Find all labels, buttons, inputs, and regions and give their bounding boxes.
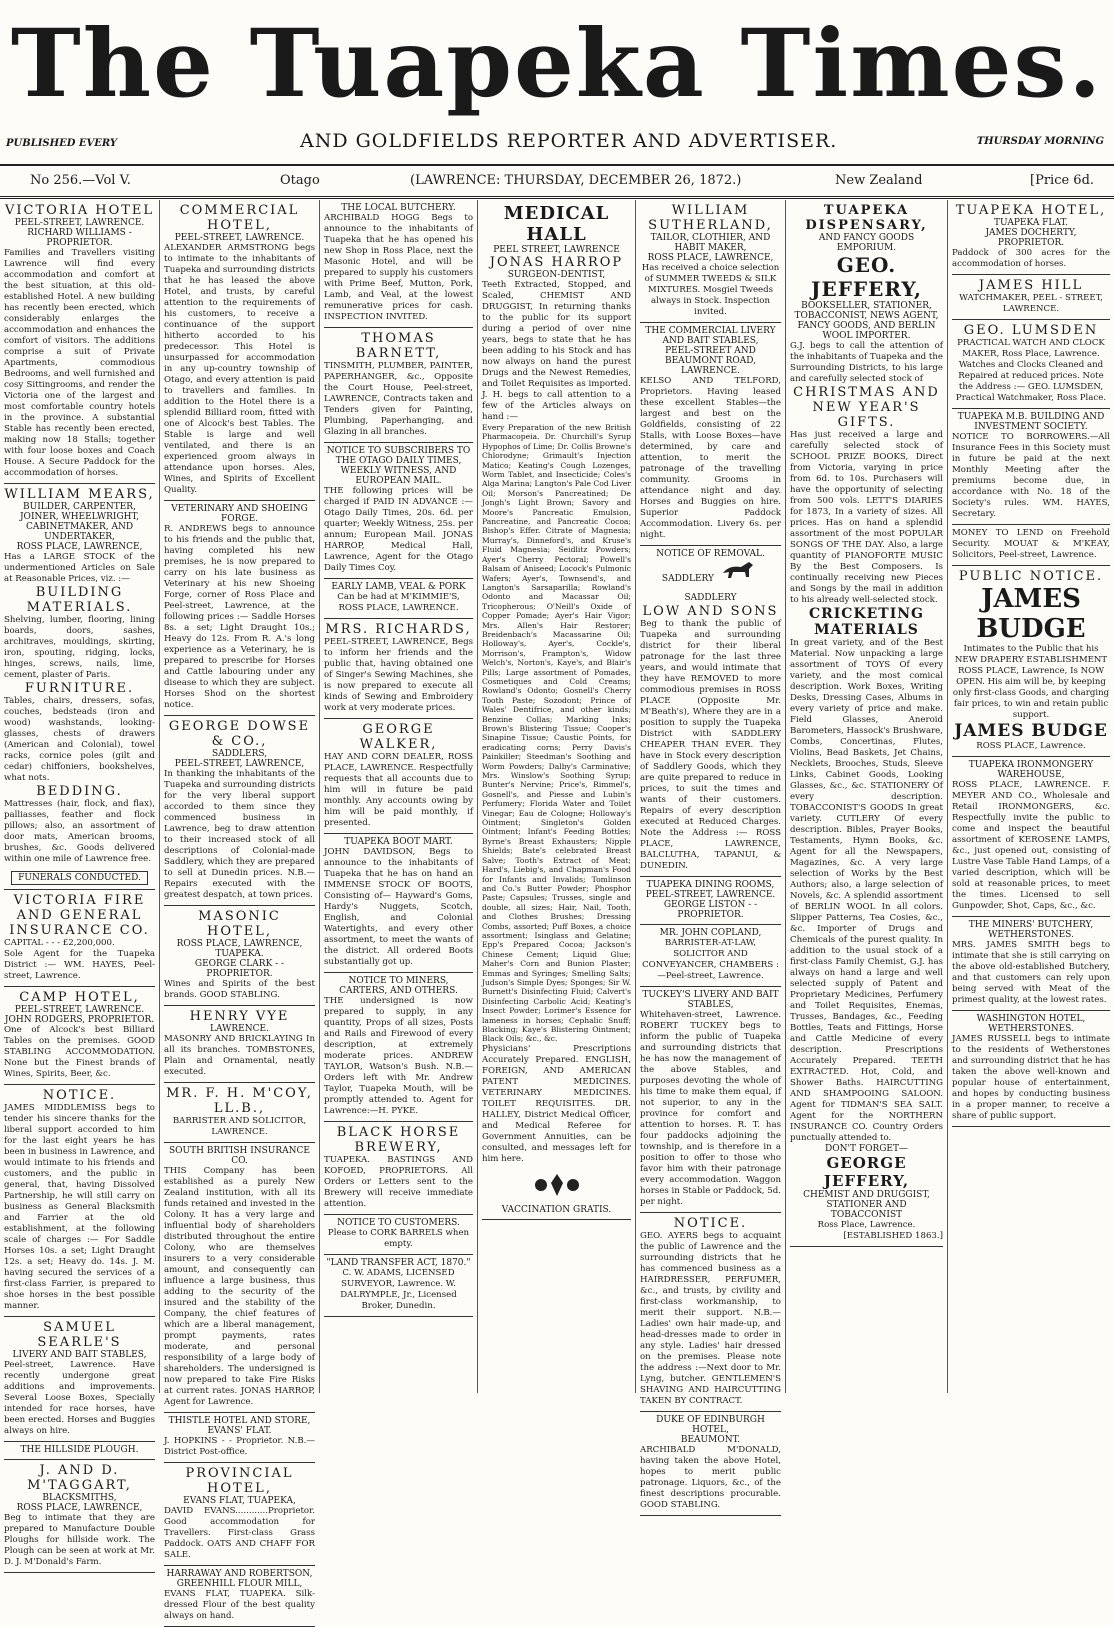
ad-name: GEORGE JEFFERY, — [823, 1154, 910, 1190]
ad-title: THISTLE HOTEL AND STORE, — [168, 1416, 311, 1426]
black-horse-brewery-ad — [324, 1122, 473, 1215]
ad-title: DUKE OF EDINBURGH HOTEL, — [656, 1415, 765, 1435]
ad-title: J. AND D. M'TAGGART, — [27, 1463, 132, 1493]
column-3 — [320, 200, 478, 1393]
ad-body: Can be had at M'KIMMIE'S, ROSS PLACE, LAWRENCE. — [337, 592, 460, 613]
ad-subtitle: LIVERY AND BAIT STABLES, — [12, 1350, 147, 1360]
ad-body: WATCHMAKER, PEEL - STREET, LAWRENCE. — [959, 293, 1103, 314]
ad-subtitle: PEEL-STREET, LAWRENCE. — [645, 890, 776, 900]
section-heading: BEDDING. — [36, 784, 123, 799]
camp-hotel-ad — [4, 987, 155, 1085]
ad-address: PEEL-STREET, LAWRENCE, — [174, 759, 305, 769]
ad-title: NOTICE. — [42, 1088, 117, 1103]
ad-title: GEO. LUMSDEN — [963, 323, 1099, 338]
ad-title: THOMAS BARNETT, — [355, 331, 442, 361]
tuapeka-hotel-ad — [952, 200, 1110, 275]
ad-name: JAMES BUDGE — [954, 721, 1108, 741]
james-hill-ad — [952, 275, 1110, 320]
ad-body: In thanking the inhabitants of the Tuapeka and surrounding districts for the very liberal support accorded to them since they commenced business in Lawrence, beg to draw attention to their increased stock of all descriptions of Colonial-made Saddlery, which they are prepared to sell at Dunedin prices. N.B.—Repairs executed with the greatest despatch, at town prices. — [164, 769, 315, 900]
newspaper-title: The Tuapeka Times. — [10, 9, 1104, 119]
ad-body: Has just received a large and carefully selected stock of SCHOOL PRIZE BOOKS, Direct from Victoria, varying in price from 6d. to 10s. Purchasers will have the opportunity of selecting from 500 vols. LETT'S DIARIES for 1873, In a variety of sizes. All prices. Has on hand a splendid assortment of the most POPULAR SONGS OF THE DAY. Also, a large quantity of PIANOFORTE MUSIC By the Best Composers. Is continually receiving new Pieces and Songs by the mail in addition to his already well-selected stock. — [790, 430, 943, 605]
subtitle-bar — [0, 128, 1114, 158]
cricket-heading: CRICKETING MATERIALS — [808, 606, 925, 638]
ad-title: VETERINARY AND SHOEING FORGE. — [171, 504, 308, 524]
ad-body: Has a LARGE STOCK of the undermentioned Articles on Sale at Reasonable Prices, viz. :— — [4, 552, 155, 584]
country: New Zealand — [835, 173, 923, 188]
ad-name: JAMES BUDGE — [976, 584, 1086, 644]
ad-title: TUAPEKA HOTEL, — [955, 203, 1107, 218]
george-walker-ad — [324, 719, 473, 834]
early-lamb-ad — [324, 579, 473, 619]
ad-subtitle: BUILDER, CARPENTER, JOINER, WHEELWRIGHT, CABINETMAKER, AND UNDERTAKER, — [19, 502, 140, 542]
ad-body: BARRISTER AND SOLICITOR, LAWRENCE. — [172, 1116, 307, 1137]
barnett-ad — [324, 328, 473, 443]
middlemiss-notice — [4, 1085, 155, 1317]
customers-notice-ad — [324, 1215, 473, 1255]
ad-body: Families and Travellers visiting Lawrence will find every accommodation and comfort at the best situation, at this old-established Hotel. A new building has recently been erected, which considerably enlarges the accommodation and enhances the comfort of visitors. The additions comprise a suit of Private Apartments, commodious Bedrooms, and well furnished and cosy Sittingrooms, and render the Victoria one of the largest and most comfortable country hotels in the province. A substantial Stable has recently been erected, making now 18 Stalls; together with four loose boxes and Coach House. A Secure Paddock for the accommodation of horses. — [4, 248, 155, 478]
ad-title: VICTORIA HOTEL — [4, 203, 155, 218]
column-4 — [478, 200, 636, 1393]
publication-day: THURSDAY MORNING — [976, 136, 1104, 147]
ad-subtitle: AND FANCY GOODS EMPORIUM. — [818, 233, 915, 253]
dont-forget: DON'T FORGET— — [825, 1144, 908, 1154]
ad-address: ROSS PLACE, LAWRENCE, — [16, 1503, 143, 1513]
ad-title: NOTICE. — [673, 1216, 748, 1231]
miners-notice-ad — [324, 973, 473, 1122]
ad-body: GEO. AYERS begs to acquaint the public of Lawrence and the surrounding districts that he has commenced business as a HAIRDRESSER, PERFUMER, &c., and trusts, by civility and first-class workmanship, to merit their support. N.B.—Ladies' own hair made-up, and head-dresses made to order in any style. Ladies' hair dressed on the premises. Please note the address :—Next door to Mr. Lyng, butcher. GENTLEMEN'S SHAVING AND HAIRCUTTING TAKEN BY CONTRACT. — [640, 1231, 781, 1406]
ad-body: KELSO AND TELFORD, Proprietors. Having leased these excellent Stables—the largest and best on the Goldfields, consisting of 22 Stalls, with Loose Boxes—have determined, by care and attention, to merit the patronage of the travelling community. Grooms in attendance night and day. Horses and Buggies on hire. Superior Paddock Accommodation. Livery 6s. per night. — [640, 376, 781, 540]
ad-subtitle: TAILOR, CLOTHIER, AND HABIT MAKER, — [650, 233, 771, 253]
ad-body: One of Alcock's best Billiard Tables on the premises. GOOD STABLING ACCOMMODATION. None but the Finest brands of Wines, Spirits, Beer, &c. — [4, 1025, 155, 1079]
ad-title: GEORGE DOWSE & CO., — [168, 719, 311, 749]
henry-vye-ad — [164, 1006, 315, 1083]
ad-title: NOTICE OF REMOVAL. — [656, 549, 765, 559]
ad-name: LOW AND SONS — [642, 604, 779, 619]
ad-body: ARCHIBALD HOGG Begs to announce to the inhabitants of Tuapeka that he has opened his new Shop in Ross Place, next the Masonic Hotel, and will be prepared to supply his customers with Prime Beef, Mutton, Pork, Lamb, and Veal, at the lowest remunerative prices for cash. INSPECTION INVITED. — [324, 213, 473, 322]
ad-roles: CHEMIST AND DRUGGIST, STATIONER AND TOBACCONIST — [803, 1190, 930, 1220]
section-heading: FURNITURE. — [24, 681, 135, 696]
ad-title: PROVINCIAL HOTEL, — [185, 1466, 294, 1496]
ad-title: NOTICE TO CUSTOMERS. — [337, 1218, 460, 1228]
subtitle: AND GOLDFIELDS REPORTER AND ADVERTISER. — [300, 130, 838, 152]
hillside-plough-ad — [4, 1442, 155, 1460]
ad-title: TUAPEKA DISPENSARY, — [805, 203, 928, 233]
removal-notice-ad — [640, 546, 781, 877]
tuapeka-dispensary-ad — [790, 200, 943, 1247]
ad-body: Intimates to the Public that his NEW DRAPERY ESTABLISHMENT ROSS PLACE, Lawrence, Is NOW OPEN. His aim will be, by keeping only first-class Goods, and charging fair prices, to win and retain public support. — [952, 644, 1110, 720]
victoria-insurance-ad — [4, 890, 155, 987]
christmas-heading: CHRISTMAS AND NEW YEAR'S GIFTS. — [793, 385, 940, 430]
established: [ESTABLISHED 1863.] — [843, 1231, 943, 1241]
ad-title: WILLIAM SUTHERLAND, — [648, 203, 773, 233]
ad-subtitle: WETHERSTONES. — [988, 1024, 1074, 1034]
column-7 — [948, 200, 1114, 1393]
ad-title: CAMP HOTEL, — [19, 990, 140, 1005]
ad-body: Sole Agent for the Tuapeka District :— WM. HAYES, Peel-street, Lawrence. — [4, 949, 155, 981]
ad-body: C. W. ADAMS, LICENSED SURVEYOR, Lawrence. W. DALRYMPLE, Jr., Licensed Broker, Dunedin. — [340, 1268, 457, 1311]
ad-body: ARCHIBALD M'DONALD, having taken the above Hotel, hopes to merit public patronage. Liquors, &c., of the finest descriptions procurable. GOOD STABLING. — [640, 1445, 781, 1510]
issue-date: (LAWRENCE: THURSDAY, DECEMBER 26, 1872.) — [410, 173, 742, 188]
william-mears-ad — [4, 484, 155, 890]
ad-proprietor: JOHN RODGERS, PROPRIETOR. — [4, 1015, 155, 1025]
ad-title: NOTICE TO SUBSCRIBERS TO THE OTAGO DAILY TIMES, WEEKLY WITNESS, AND EUROPEAN MAIL. — [326, 446, 471, 486]
ad-subtitle: EVANS FLAT, TUAPEKA, — [183, 1496, 296, 1506]
ad-body: Teeth Extracted, Stopped, and Scaled, CHEMIST AND DRUGGIST, In returning thanks to the public for its support during a period of over nine years, begs to state that he has been adding to his Stock and has now always on hand the purest Drugs and the Newest Remedies, and Toilet Requisites as imported. J. H. begs to call attention to a few of the Articles always on hand :— — [482, 280, 631, 422]
ad-body: THE following prices will be charged if PAID IN ADVANCE :— Otago Daily Times, 20s. 6d. per quarter; Weekly Witness, 25s. per annum; European Mail. JONAS HARROP, Medical Hall, Lawrence, Agent for the Otago Daily Times Coy. — [324, 486, 473, 573]
ad-proprietor: RICHARD WILLIAMS - PROPRIETOR. — [27, 228, 132, 248]
ad-body: HAY AND CORN DEALER, ROSS PLACE, LAWRENCE. Respectfully requests that all accounts due to him will in future be paid monthly. Any accounts owing by him will be paid monthly, if presented. — [324, 752, 473, 828]
column-2 — [160, 200, 320, 1621]
horse-icon — [719, 559, 759, 581]
section-body: Mattresses (hair, flock, and flax), palliasses, feather and flock pillows; also, an assortment of door mats, American brooms, brushes, &c. Goods delivered within one mile of Lawrence free. — [4, 799, 155, 864]
ad-title: MASONIC HOTEL, — [198, 909, 281, 939]
ad-body: Peel-street, Lawrence. Have recently undergone great additions and improvements. Several Loose Boxes, Specially intended for race horses, have been erected. Horses and Buggies always on hire. — [4, 1360, 155, 1436]
ad-subtitle: WETHERSTONES. — [988, 930, 1074, 940]
ad-role: SURGEON-DENTIST, — [507, 270, 606, 280]
ad-body: Whitehaven-street, Lawrence. ROBERT TUCKEY begs to inform the public of Tuapeka and surrounding districts that he has now the management of the above Stables, and purposes devoting the whole of his time to make them equal, if not superior, to any in the province for comfort and attention to horses. R. T. has four paddocks adjoining the township, and is therefore in a position to offer to those who favor him with their patronage every accommodation. Waggon horses in Stable or Paddock, 5d. per night. — [640, 1010, 781, 1207]
ad-title: HARRAWAY AND ROBERTSON, — [166, 1569, 313, 1579]
washington-hotel-ad — [952, 1011, 1110, 1127]
ad-subtitle: PEEL-STREET AND BEAUMONT ROAD, LAWRENCE. — [664, 346, 756, 376]
saddlery-label: SADDLERY — [661, 574, 714, 584]
ad-body: BARRISTER-AT-LAW, SOLICITOR AND CONVEYANCER, CHAMBERS :—Peel-street, Lawrence. — [642, 938, 779, 981]
ad-body: Paddock of 300 acres for the accommodation of horses. — [952, 248, 1110, 269]
medical-hall-ad — [482, 200, 631, 1220]
ad-title: TUAPEKA IRONMONGERY WAREHOUSE, — [968, 760, 1094, 780]
ad-title: BLACK HORSE BREWERY, — [336, 1125, 461, 1155]
section-body: Shelving, lumber, flooring, lining boards, doors, sashes, architraves, mouldings, skirting, iron, spouting, ridging, locks, hinges, screws, nails, lime, cement, plaster of Paris. — [4, 615, 155, 680]
issue-number: No 256.—Vol V. — [30, 173, 131, 188]
ad-title: JAMES HILL — [978, 278, 1084, 293]
ad-list: Every Preparation of the new British Pharmacopeia. Dr. Churchill's Syrup Hypophos of Lime; Dr. Collis Browne's Chlorodyne; Grimault's Injection Matico; Keating's Cough Lozenges, Worm Tablet, and Insecticide; Coles's Alga Marina; Langton's Pale Cod Liver Oil; Morson's Pancreatined; De Jongh's Light Brown; Savory and Moore's Pancreatic Emulsion, Pancreatine, and Pancreatic Cocoa; Bishop's Effer. Citrate of Magnesia; Murray's, Dinneford's, and Kruse's Fluid Magnesia; Seidlitz Powders; Ayer's Cherry Pectoral; Powell's Balsam of Aniseed; Locock's Pulmonic Wafers; Ayer's, Townsend's, and Langton's Sarsaparilla; Rowland's Odonto and Macassar Oil; Tricopherous; O'Neill's Oxide of Copper Pomade; Ayer's Hair Vigor; Mrs. Allen's Hair Restorer; Breidenbach's Macassarine Oil; Holloway's, Ayer's, Cockle's, Morrison's, Frampton's, Widow Welch's, Norton's, Kaye's, and Blair's Pills; Large assortment of Pomades, Cosmetiques and Cold Creams; Rowland's Odonto; Gosnell's Cherry Tooth Paste; Sozodont; Prince of Wales' Dentifrice, and other kinds; Benzine Collas; Marking Inks; Brown's Blistering Tissue; Cooper's Sinapine Tissue; Caustic Points, for eradicating corns; Perry Davis's Painkiller; Steedman's Soothing and Worm Powders; Dalby's Carminative; Mrs. Winslow's Soothing Syrup; Bunter's Nervine; Price's, Rimmel's, Gosnell's, and Piesse and Lubin's Perfumery; Florida Water and Toilet Vinegar; Eau de Cologne; Holloway's Ointment; Singleton's Golden Ointment; Infant's Feeding Bottles; Byrne's Breast Exhausters; Nipple Shields; Bate's celebrated Breast Salve; Tooth's Extract of Meat; Hard's, Liebig's, and Chapman's Food for Infants and Invalids; Tomlinson and Co.'s Butter Powder; Phosphor Paste; Capsules; Trusses, single and double, all sizes; Hair, Nail, Tooth, and Clothes Brushes; Dressing Combs, assorted; Puff Boxes, a choice assortment; Isinglass and Gelatine; Epp's Prepared Cocoa; Jackson's Chinese Cement; Liquid Glue; Maher's Corn and Bunion Plaster; Emmas and Syringes; Smelling Salts; Judson's Simple Dyes; Sponges; Sir W. Burnett's Disinfecting Fluid; Calvert's Disinfecting Carbolic Acid; Keating's Insect Powder; Lorimer's Essence for lameness in horses; Cephalic Snuff; Blacking; Kaye's Blistering Ointment; Black Oils; &c., &c. — [482, 423, 631, 1044]
ad-body: MONEY TO LEND on Freehold Security. MOUAT & M'KEAY, Solicitors, Peel-street, Lawrence. — [952, 528, 1110, 560]
ad-subtitle: EVANS' FLAT. — [207, 1426, 272, 1436]
mtaggart-ad — [4, 1460, 155, 1573]
masonic-hotel-ad — [164, 906, 315, 1006]
column-1 — [0, 200, 160, 1567]
published-every: PUBLISHED EVERY — [6, 138, 117, 149]
land-transfer-ad — [324, 1255, 473, 1317]
masthead — [0, 0, 1114, 128]
ad-body: TUAPEKA. BASTINGS AND KOFOED, PROPRIETORS. All Orders or Letters sent to the Brewery will receive immediate attention. — [324, 1155, 473, 1209]
ad-body: EVANS FLAT, TUAPEKA. Silk-dressed Flour of the best quality always on hand. — [164, 1589, 315, 1621]
ad-title: "LAND TRANSFER ACT, 1870." — [326, 1258, 471, 1268]
ad-title: GEORGE WALKER, — [359, 722, 438, 752]
ad-subtitle: LAWRENCE. — [210, 1024, 269, 1034]
ad-title: THE HILLSIDE PLOUGH. — [20, 1445, 139, 1455]
region: Otago — [280, 173, 320, 188]
money-to-lend-ad — [952, 525, 1110, 566]
ad-title: NOTICE TO MINERS, CARTERS, AND OTHERS. — [339, 976, 458, 996]
ad-address: ROSS PLACE, LAWRENCE, — [647, 253, 774, 263]
ad-title: MRS. RICHARDS, — [325, 622, 472, 637]
ad-body: R. ANDREWS begs to announce to his friends and the public that, having completed his new premises, he is now prepared to carry on his late business as Veterinary at his new Shoeing Forge, corner of Ross Place and Peel-street, Lawrence, at the following prices :— Saddle Horses 8s. a set; Light Draught 10s.; Heavy do 12s. From R. A.'s long experience as a Veterinary, he is prepared to prescribe for Horses and Cattle labouring under any disease to which they are subject. Horses Shod on the shortest notice. — [164, 524, 315, 710]
duke-edinburgh-ad — [640, 1412, 781, 1516]
ad-body: JAMES MIDDLEMISS begs to tender his sincere thanks for the liberal support accorded to him for the last eight years he has been in business in Lawrence, and would intimate to his friends and customers, and the public in general, that, having Dissolved Partnership, he will still carry on business as General Blacksmith and Farrier at the old establishment, at the following scale of charges :— For Saddle Horses 10s. a set; Light Draught 12s. a set; Heavy do. 14s. J. M. having secured the services of a first-class Farrier, is prepared to shoe horses in the best possible manner. — [4, 1103, 155, 1311]
ad-body: In great variety, and of the Best Material. Now unpacking a large assortment of TOYS Of every variety, and the most comical description. Work Boxes, Writing Desks, Dressing Cases, Albums in every variety of price and make. Field Glasses, Aneroid Barometers, Hassock's Brushware, Combs, Concertinas, Flutes, Violins, Bead Baskets, Jet Chains, Necklets, Brooches, Studs, Sleeve Links, Cabinet Goods, Looking Glasses, &c., &c. STATIONERY Of every description. TOBACCONIST'S GOODS In great variety. CUTLERY Of every description. Bibles, Prayer Books, Testaments, Hymn Books, &c. Agent for all the Newspapers, Magazines, &c. A very large selection of Works by the Best Authors; also, a large selection of Novels, &c. A splendid assortment of BERLIN WOOL In all colors. Slipper Patterns, Tea Cosies, &c., &c. Importer of Drugs and Chemicals of the purest quality. In addition to the usual stock of a first-class Family Chemist, G.J. has always on hand a large and well selected supply of Patent and Proprietary Medicines, Perfumery and Toilet Requisites, Enemas, Trusses, Bandages, &c., Feeding Bottles, Teats and Fittings, Horse and Cattle Medicine of every description. Prescriptions Accurately Prepared. TEETH EXTRACTED. Hot, Cold, and Shower Baths. HAIRCUTTING AND SHAMPOOING SALOON. Agent for TIDMAN'S SEA SALT. Agent for the NORTHERN INSURANCE CO. Country Orders punctually attended to. — [790, 638, 943, 1143]
ad-title: TUAPEKA M.B. BUILDING AND INVESTMENT SOCIETY. — [957, 412, 1105, 432]
lumsden-ad — [952, 320, 1110, 409]
ad-body: JOHN DAVIDSON, Begs to announce to the inhabitants of Tuapeka that he has on hand an IMMENSE STOCK OF BOOTS, Consisting of— Hayward's Goms, Hardy's Nuggets, Scotch, English, and Colonial Watertights, and every other assortment, to meet the wants of the district. All ordered Boots substantially got up. — [324, 847, 473, 967]
ad-proprietor: JAMES DOCHERTY, PROPRIETOR. — [985, 228, 1077, 248]
ad-subtitle: TUAPEKA FLAT. — [994, 218, 1068, 228]
provincial-hotel-ad — [164, 1463, 315, 1566]
ad-body: MASONRY AND BRICKLAYING In all its branches. TOMBSTONES, Plain and Ornamental, neatly executed. — [164, 1034, 315, 1077]
sutherland-tailor-ad — [640, 200, 781, 323]
dining-rooms-ad — [640, 877, 781, 925]
thistle-hotel-ad — [164, 1413, 315, 1463]
columns — [0, 200, 1114, 1621]
royal-arms-icon — [527, 1171, 587, 1199]
ad-title: MEDICAL HALL — [503, 203, 610, 245]
ad-proprietor: GEORGE CLARK - - PROPRIETOR. — [194, 959, 285, 979]
ad-subtitle: PEEL-STREET, LAWRENCE. — [14, 218, 145, 228]
ad-body: THE undersigned is now prepared to supply, in any quantity, Props of all sizes, Posts and Rails and Firewood of every description, at extremely moderate prices. ANDREW TAYLOR, Watson's Bush. N.B.—Orders left with Mr. Andrew Taylor, Tuapeka Mouth, will be promptly attended to. Agent for Lawrence:—H. PYKE. — [324, 996, 473, 1116]
victoria-hotel-ad — [4, 200, 155, 484]
ad-body: PEEL-STREET, LAWRENCE, Begs to inform her friends and the public that, having obtained one of Singer's Sewing Machines, she is now prepared to execute all kinds of Sewing and Embroidery work at very moderate prices. — [324, 637, 473, 713]
miners-butchery-ad — [952, 917, 1110, 1011]
dowse-saddlers-ad — [164, 716, 315, 906]
harraway-mill-ad — [164, 1566, 315, 1627]
ad-body: PRACTICAL WATCH AND CLOCK MAKER, Ross Place, Lawrence. Watches and Clocks Cleaned and Repaired at reduced prices. Note the Address :— GEO. LUMSDEN, Practical Watchmaker, Ross Place. — [955, 338, 1107, 403]
ad-subtitle: PEEL-STREET, LAWRENCE. — [14, 1005, 145, 1015]
column-5 — [636, 200, 786, 1510]
building-society-ad — [952, 409, 1110, 525]
local-butchery-ad — [324, 200, 473, 328]
ad-title: THE MINERS' BUTCHERY, — [968, 920, 1094, 930]
ad-subtitle: PEEL-STREET, LAWRENCE. — [174, 233, 305, 243]
ad-title: VICTORIA FIRE AND GENERAL INSURANCE CO. — [9, 893, 150, 938]
ad-title: COMMERCIAL HOTEL, — [179, 203, 300, 233]
ad-title: TUAPEKA DINING ROOMS, — [646, 880, 775, 890]
ad-subtitle: PEEL STREET, LAWRENCE — [493, 245, 620, 255]
ad-body: Beg to intimate that they are prepared to Manufacture Double Ploughs for hillside work. The Plough can be seen at work at Mr. D. J. M'Donald's Farm. — [4, 1513, 155, 1567]
column-6 — [786, 200, 948, 1393]
ad-body: Has received a choice selection of SUMMER TWEEDS & SILK MIXTURES. Mosgiel Tweeds always in Stock. Inspection invited. — [641, 263, 780, 317]
public-notice-ad — [952, 566, 1110, 757]
ad-title: TUCKEY'S LIVERY AND BAIT STABLES, — [642, 990, 779, 1010]
ad-title: THE COMMERCIAL LIVERY AND BAIT STABLES, — [645, 326, 776, 346]
ad-address: Ross Place, Lawrence. — [817, 1220, 916, 1230]
ad-body: ROSS PLACE, LAWRENCE. F. MEYER AND CO., Wholesale and Retail IRONMONGERS, &c. Respectfully invite the public to come and inspect the beautiful assortment of KEROSENE LAMPS, &c., just opened out, consisting of Lustre Vase Table Hand Lamps, of a varied description, which will be sold at reasonable prices, to meet the times. Licensed to sell Gunpowder, Shot, Caps, &c., &c. — [952, 780, 1110, 911]
ayers-notice-ad — [640, 1213, 781, 1412]
ad-body: THIS Company has been established as a purely New Zealand institution, with all its funds retained and invested in the Colony. It has a very large and influential body of shareholders distributed throughout the entire Colony, who are themselves insurers to a very considerable amount, and consequently can influence a large business, thus adding to the security of the insured and the stability of the Company, the chief features of which are a liberal management, prompt payments, rates moderate, and personal responsibility of a large body of shareholders. The undersigned is now prepared to take Fire Risks at current rates. JONAS HARROP, Agent for Lawrence. — [164, 1166, 315, 1407]
ad-title: WILLIAM MEARS, — [4, 487, 155, 502]
ad-subtitle: SADDLERS, — [211, 749, 268, 759]
ad-proprietor: GEORGE LISTON - - PROPRIETOR. — [663, 900, 758, 920]
ad-subtitle: ROSS PLACE, LAWRENCE, TUAPEKA. — [176, 939, 303, 959]
ad-title: SOUTH BRITISH INSURANCE CO. — [168, 1146, 310, 1166]
ad-subtitle: BEAUMONT. — [680, 1435, 741, 1445]
ad-title: HENRY VYE — [189, 1009, 290, 1024]
vaccination-line: VACCINATION GRATIS. — [501, 1204, 612, 1215]
mccoy-ad — [164, 1083, 315, 1143]
ad-title: MR. F. H. M'COY, LL.B., — [166, 1086, 313, 1116]
ironmongery-ad — [952, 757, 1110, 917]
searle-stables-ad — [4, 1317, 155, 1442]
ad-address: ROSS PLACE, LAWRENCE, — [16, 542, 143, 552]
ad-title: WASHINGTON HOTEL, — [976, 1014, 1086, 1024]
section-body: Tables, chairs, dressers, sofas, couches, bedsteads (iron and wood) washstands, looking-glasses, chests of drawers (American and Colonial), towel racks, cornice poles (gilt and cedar) chiffoniers, bookshelves, what nots. — [4, 696, 155, 783]
funerals-box: FUNERALS CONDUCTED. — [11, 871, 148, 885]
ad-body: G.J. begs to call the attention of the inhabitants of Tuapeka and the Surrounding Districts, to his large and carefully selected stock of — [790, 341, 943, 384]
south-british-ad — [164, 1143, 315, 1413]
ad-roles: BOOKSELLER, STATIONER, TOBACCONIST, NEWS AGENT, FANCY GOODS, AND BERLIN WOOL IMPORTER. — [794, 301, 939, 341]
ad-body: DAVID EVANS............Proprietor. Good accommodation for Travellers. First-class Grass Paddock. OATS AND CHAFF FOR SALE. — [164, 1506, 315, 1560]
ad-title: THE LOCAL BUTCHERY. — [341, 203, 456, 213]
ad-title: EARLY LAMB, VEAL & PORK — [331, 582, 466, 592]
ad-title: TUAPEKA BOOT MART. — [344, 837, 453, 847]
ad-body: NOTICE TO BORROWERS.—All Insurance Fees in this Society must in future be paid at the next Monthly Meeting after the premiums become due, in accordance with No. 18 of the Society's rules. WM. HAYES, Secretary. — [952, 432, 1110, 519]
ad-body: Please to CORK BARRELS when empty. — [327, 1228, 470, 1249]
ad-title: SAMUEL SEARLE'S — [37, 1320, 122, 1350]
ad-title: MR. JOHN COPLAND, — [659, 928, 762, 938]
commercial-hotel-ad — [164, 200, 315, 501]
section-heading: BUILDING MATERIALS. — [26, 585, 133, 615]
ad-body: TINSMITH, PLUMBER, PAINTER, PAPERHANGER, &c., Opposite the Court House, Peel-street, LAWRENCE, Contracts taken and Tenders given for Painting, Plumbing, Paperhanging, and Glazing in all branches. — [324, 361, 473, 437]
ad-body: Beg to thank the public of Tuapeka and surrounding district for their liberal patronage for the last three years, and would intimate that they have REMOVED to more commodious premises in ROSS PLACE (Opposite Mr. M'Beath's), Where they are in a position to supply the Tuapeka District with SADDLERY CHEAPER THAN EVER. They have in Stock every description of Saddlery Goods, which they are quite prepared to reduce in prices, to suit the times and wants of their customers. Repairs of every description executed at Reduced Charges. Note the Address :— ROSS PLACE, LAWRENCE, BALCLUTHA, TAPANUI, & DUNEDIN. — [640, 619, 781, 871]
ad-body: J. HOPKINS - - Proprietor. N.B.—District Post-office. — [164, 1436, 315, 1457]
ad-address: ROSS PLACE, Lawrence. — [976, 741, 1086, 751]
tuckey-livery-ad — [640, 987, 781, 1213]
mrs-richards-ad — [324, 619, 473, 719]
odt-notice-ad — [324, 443, 473, 579]
ad-body: Physicians' Prescriptions Accurately Prepared. ENGLISH, FOREIGN, AND AMERICAN PATENT MEDICINES. VETERINARY MEDICINES. TOILET REQUISITES. DR. HALLEY, District Medical Officer, and Medical Referee for Government Annuities, can be consulted, and messages left for him here. — [482, 1043, 631, 1164]
price: [Price 6d. — [1030, 173, 1095, 188]
ad-subtitle: BLACKSMITHS, — [42, 1493, 117, 1503]
ad-subtitle: GREENHILL FLOUR MILL, — [176, 1579, 303, 1589]
copland-ad — [640, 925, 781, 987]
ad-capital: CAPITAL - - - £2,200,000. — [4, 938, 115, 948]
dateline — [0, 164, 1114, 199]
ad-name: JONAS HARROP — [489, 255, 624, 270]
veterinary-forge-ad — [164, 501, 315, 716]
ad-body: ALEXANDER ARMSTRONG begs to intimate to the inhabitants of Tuapeka and surrounding districts that he has leased the above Hotel, and trusts, by careful attention to the requirements of his customers, to receive a continuance of the support hitherto accorded to his predecessor. This Hotel is unsurpassed for accommodation in any up-country township of Otago, and every attention is paid to travellers and families. In addition to the Hotel there is a splendid Billiard room, fitted with one of Alcock's best Tables. The Stable is large and well ventilated, and there is an experienced groom always in attendance upon horses. Ales, Wines, and Spirits of Excellent Quality. — [164, 243, 315, 495]
ad-name: GEO. JEFFERY, — [810, 253, 923, 301]
ad-body: MRS. JAMES SMITH begs to intimate that she is still carrying on the above old-established Butchery, and that customers can rely upon being served with Meat of the primest quality, at the lowest rates. — [952, 940, 1110, 1005]
saddlery-label: SADDLERY — [684, 593, 737, 603]
ad-body: Wines and Spirits of the best brands. GOOD STABLING. — [164, 979, 315, 1000]
ad-title: PUBLIC NOTICE. — [958, 569, 1104, 584]
commercial-livery-ad — [640, 323, 781, 546]
ad-body: JAMES RUSSELL begs to intimate to the residents of Wetherstones and surrounding district that he has taken the above well-known and popular house of entertainment, and hopes by conducting business in a proper manner, to receive a share of public support. — [952, 1034, 1110, 1121]
boot-mart-ad — [324, 834, 473, 973]
